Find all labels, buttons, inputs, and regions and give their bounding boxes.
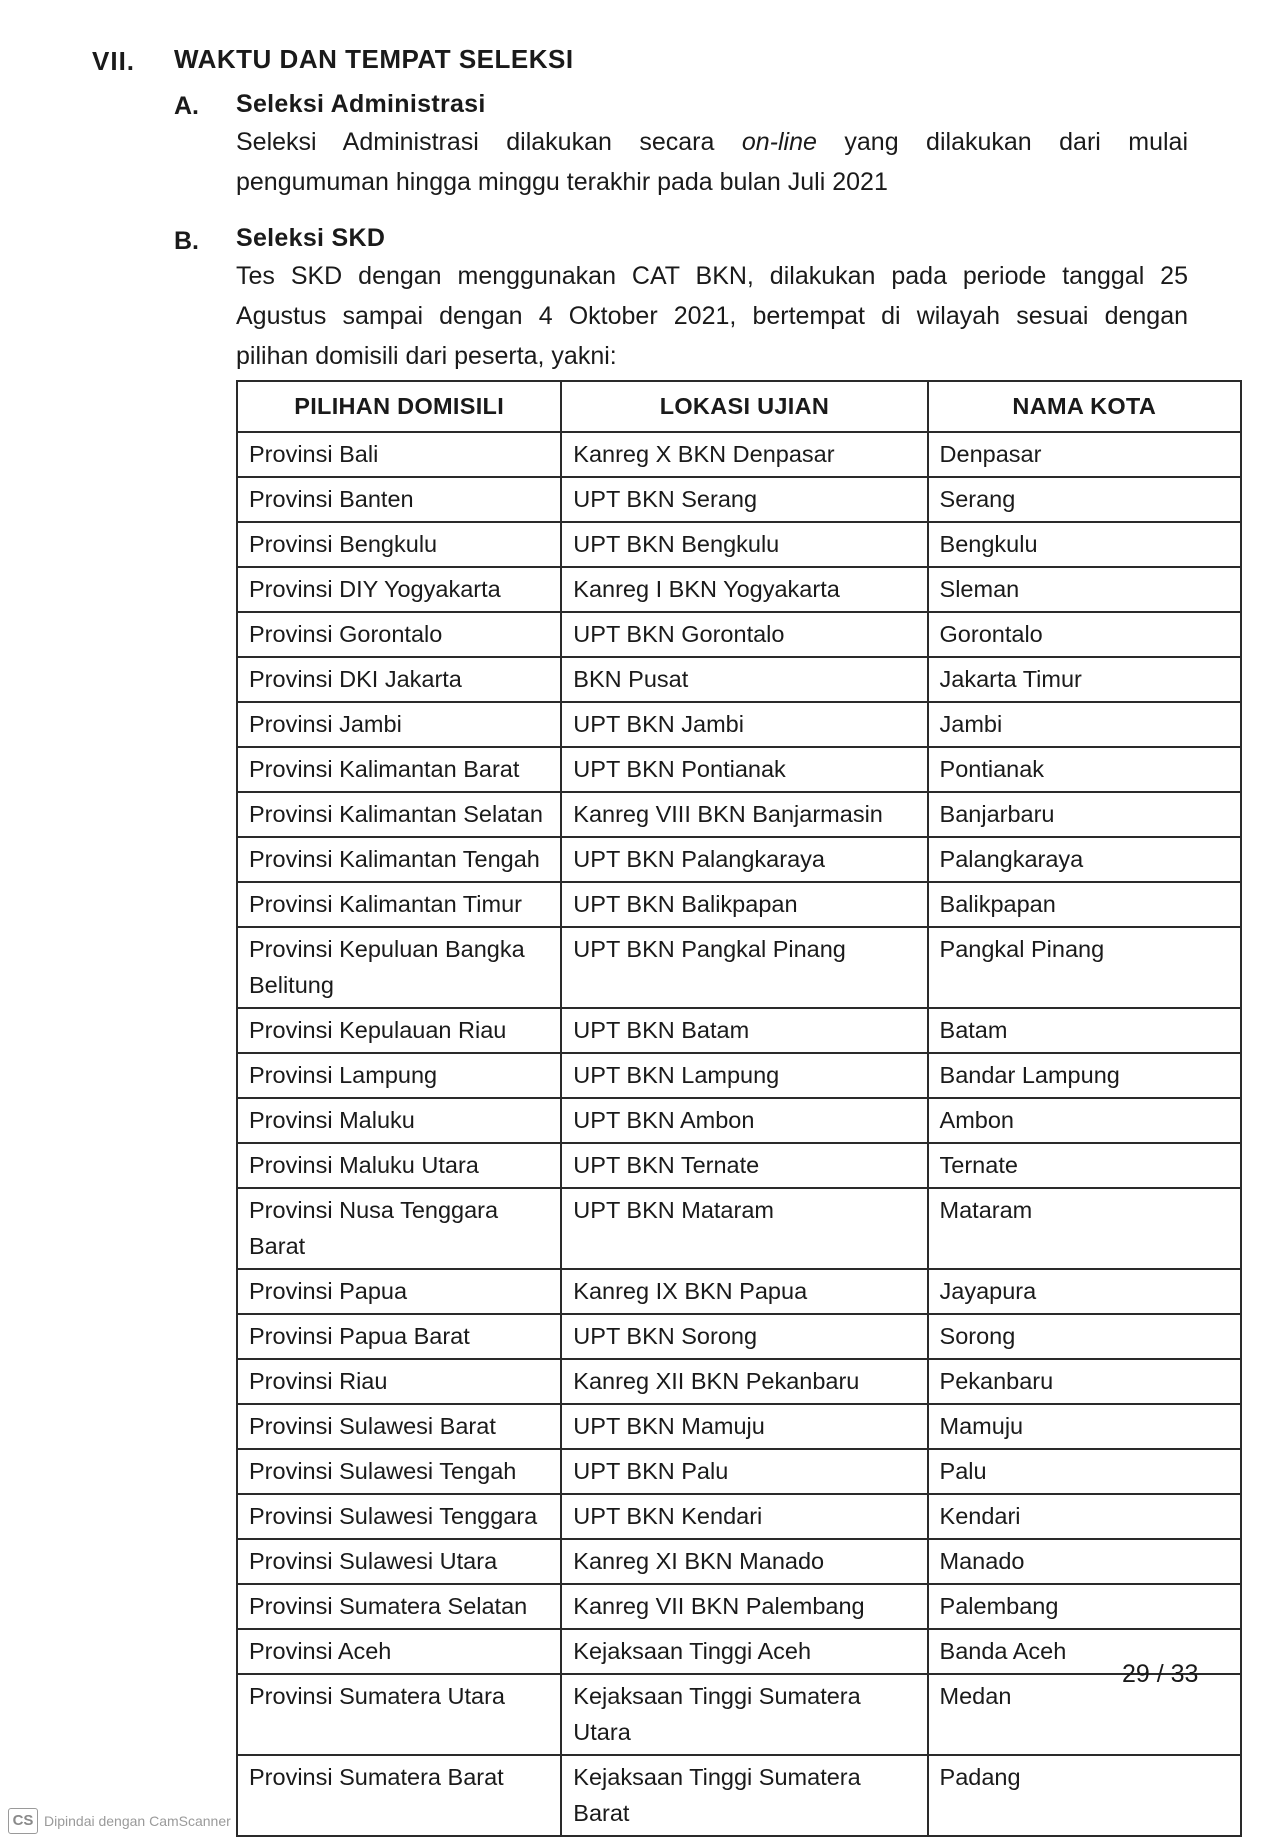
table-row [237,747,1241,792]
lokasi-ujian-cell: Kanreg XI BKN Manado [561,1539,927,1584]
pilihan-domisili-cell: Provinsi Kepulauan Riau [237,1008,561,1053]
header-lokasi-ujian: LOKASI UJIAN [561,381,927,432]
pilihan-domisili-cell: Provinsi Lampung [237,1053,561,1098]
table-row [237,1188,1241,1269]
lokasi-ujian-cell: UPT BKN Mataram [561,1188,927,1269]
pilihan-domisili-cell: Provinsi Jambi [237,702,561,747]
table-row [237,1098,1241,1143]
pilihan-domisili-cell: Provinsi Kalimantan Tengah [237,837,561,882]
lokasi-ujian-cell: UPT BKN Ambon [561,1098,927,1143]
lokasi-ujian-cell: UPT BKN Palangkaraya [561,837,927,882]
nama-kota-cell: Jayapura [928,1269,1241,1314]
nama-kota-cell: Balikpapan [928,882,1241,927]
nama-kota-cell: Manado [928,1539,1241,1584]
pilihan-domisili-cell: Provinsi Kalimantan Timur [237,882,561,927]
table-row [237,1584,1241,1629]
table-row [237,1143,1241,1188]
pilihan-domisili-cell: Provinsi Kalimantan Selatan [237,792,561,837]
table-row [237,837,1241,882]
lokasi-ujian-cell: Kanreg X BKN Denpasar [561,432,927,477]
lokasi-ujian-cell: Kejaksaan Tinggi Aceh [561,1629,927,1674]
pilihan-domisili-cell: Provinsi Sulawesi Barat [237,1404,561,1449]
pilihan-domisili-cell: Provinsi Sulawesi Tengah [237,1449,561,1494]
table-row [237,792,1241,837]
lokasi-ujian-cell: UPT BKN Mamuju [561,1404,927,1449]
lokasi-ujian-cell: UPT BKN Pontianak [561,747,927,792]
table-row [237,567,1241,612]
pilihan-domisili-cell: Provinsi DIY Yogyakarta [237,567,561,612]
table-row [237,477,1241,522]
nama-kota-cell: Pontianak [928,747,1241,792]
header-nama-kota: NAMA KOTA [928,381,1241,432]
lokasi-ujian-cell: Kejaksaan Tinggi Sumatera Utara [561,1674,927,1755]
page-number: 29 / 33 [1122,1660,1199,1688]
nama-kota-cell: Batam [928,1008,1241,1053]
pilihan-domisili-cell: Provinsi Sumatera Barat [237,1755,561,1836]
subsection-a-title: Seleksi Administrasi [236,90,486,118]
nama-kota-cell: Padang [928,1755,1241,1836]
nama-kota-cell: Bandar Lampung [928,1053,1241,1098]
exam-location-table [236,380,1242,1837]
subsection-a-line1 [236,122,1188,162]
lokasi-ujian-cell: Kanreg VII BKN Palembang [561,1584,927,1629]
table-row [237,1755,1241,1836]
pilihan-domisili-cell: Provinsi Nusa Tenggara Barat [237,1188,561,1269]
lokasi-ujian-cell: Kanreg IX BKN Papua [561,1269,927,1314]
table-row [237,1494,1241,1539]
nama-kota-cell: Jakarta Timur [928,657,1241,702]
subsection-b-letter: B. [174,227,199,255]
table-row [237,657,1241,702]
subsection-a-line1-italic: on-line [741,128,817,156]
lokasi-ujian-cell: UPT BKN Palu [561,1449,927,1494]
lokasi-ujian-cell: UPT BKN Bengkulu [561,522,927,567]
pilihan-domisili-cell: Provinsi Kepuluan Bangka Belitung [237,927,561,1008]
table-row [237,1359,1241,1404]
nama-kota-cell: Mamuju [928,1404,1241,1449]
lokasi-ujian-cell: UPT BKN Batam [561,1008,927,1053]
table-row [237,612,1241,657]
nama-kota-cell: Pangkal Pinang [928,927,1241,1008]
lokasi-ujian-cell: UPT BKN Serang [561,477,927,522]
pilihan-domisili-cell: Provinsi DKI Jakarta [237,657,561,702]
table-row [237,1674,1241,1755]
lokasi-ujian-cell: UPT BKN Pangkal Pinang [561,927,927,1008]
nama-kota-cell: Ambon [928,1098,1241,1143]
table-row [237,1269,1241,1314]
header-pilihan-domisili: PILIHAN DOMISILI [237,381,561,432]
lokasi-ujian-cell: UPT BKN Balikpapan [561,882,927,927]
table-row [237,1053,1241,1098]
pilihan-domisili-cell: Provinsi Bali [237,432,561,477]
lokasi-ujian-cell: Kanreg XII BKN Pekanbaru [561,1359,927,1404]
pilihan-domisili-cell: Provinsi Maluku Utara [237,1143,561,1188]
pilihan-domisili-cell: Provinsi Sulawesi Utara [237,1539,561,1584]
subsection-b-title: Seleksi SKD [236,224,386,252]
pilihan-domisili-cell: Provinsi Sumatera Selatan [237,1584,561,1629]
pilihan-domisili-cell: Provinsi Bengkulu [237,522,561,567]
subsection-b-line3: pilihan domisili dari peserta, yakni: [236,342,617,370]
nama-kota-cell: Sorong [928,1314,1241,1359]
table-row [237,927,1241,1008]
nama-kota-cell: Palu [928,1449,1241,1494]
lokasi-ujian-cell: UPT BKN Gorontalo [561,612,927,657]
nama-kota-cell: Serang [928,477,1241,522]
lokasi-ujian-cell: UPT BKN Kendari [561,1494,927,1539]
lokasi-ujian-cell: UPT BKN Sorong [561,1314,927,1359]
pilihan-domisili-cell: Provinsi Maluku [237,1098,561,1143]
nama-kota-cell: Mataram [928,1188,1241,1269]
pilihan-domisili-cell: Provinsi Papua [237,1269,561,1314]
lokasi-ujian-cell: Kanreg VIII BKN Banjarmasin [561,792,927,837]
lokasi-ujian-cell: BKN Pusat [561,657,927,702]
table-header-row [237,381,1241,432]
nama-kota-cell: Denpasar [928,432,1241,477]
subsection-a-letter: A. [174,92,199,120]
nama-kota-cell: Jambi [928,702,1241,747]
lokasi-ujian-cell: UPT BKN Ternate [561,1143,927,1188]
pilihan-domisili-cell: Provinsi Sumatera Utara [237,1674,561,1755]
nama-kota-cell: Pekanbaru [928,1359,1241,1404]
lokasi-ujian-cell: Kejaksaan Tinggi Sumatera Barat [561,1755,927,1836]
table-body [237,432,1241,1836]
section-number: VII. [92,46,136,76]
table-row [237,1404,1241,1449]
nama-kota-cell: Kendari [928,1494,1241,1539]
subsection-b-line1: Tes SKD dengan menggunakan CAT BKN, dilakukan pada periode tanggal 25 [236,262,1188,290]
pilihan-domisili-cell: Provinsi Riau [237,1359,561,1404]
nama-kota-cell: Bengkulu [928,522,1241,567]
lokasi-ujian-cell: Kanreg I BKN Yogyakarta [561,567,927,612]
nama-kota-cell: Banjarbaru [928,792,1241,837]
section-title: WAKTU DAN TEMPAT SELEKSI [174,44,574,74]
camscanner-logo: CS [8,1808,38,1834]
table-row [237,1008,1241,1053]
nama-kota-cell: Gorontalo [928,612,1241,657]
pilihan-domisili-cell: Provinsi Gorontalo [237,612,561,657]
pilihan-domisili-cell: Provinsi Sulawesi Tenggara [237,1494,561,1539]
nama-kota-cell: Palembang [928,1584,1241,1629]
pilihan-domisili-cell: Provinsi Banten [237,477,561,522]
nama-kota-cell: Sleman [928,567,1241,612]
pilihan-domisili-cell: Provinsi Aceh [237,1629,561,1674]
pilihan-domisili-cell: Provinsi Kalimantan Barat [237,747,561,792]
table-row [237,1314,1241,1359]
pilihan-domisili-cell: Provinsi Papua Barat [237,1314,561,1359]
subsection-b-line2: Agustus sampai dengan 4 Oktober 2021, bertempat di wilayah sesuai dengan [236,302,1188,330]
subsection-a-line1-pre: Seleksi Administrasi dilakukan secara [236,128,715,156]
nama-kota-cell: Medan [928,1674,1241,1755]
lokasi-ujian-cell: UPT BKN Lampung [561,1053,927,1098]
table-row [237,522,1241,567]
nama-kota-cell: Banda Aceh [928,1629,1241,1674]
subsection-a-line1-post: yang dilakukan dari mulai [844,128,1189,156]
nama-kota-cell: Palangkaraya [928,837,1241,882]
subsection-a-line2: pengumuman hingga minggu terakhir pada bulan Juli 2021 [236,168,888,196]
camscanner-watermark: Dipindai dengan CamScanner [44,1813,231,1829]
table-row [237,702,1241,747]
lokasi-ujian-cell: UPT BKN Jambi [561,702,927,747]
table-row [237,882,1241,927]
table-row [237,1449,1241,1494]
nama-kota-cell: Ternate [928,1143,1241,1188]
table-row [237,1539,1241,1584]
table-row [237,432,1241,477]
table-row [237,1629,1241,1674]
